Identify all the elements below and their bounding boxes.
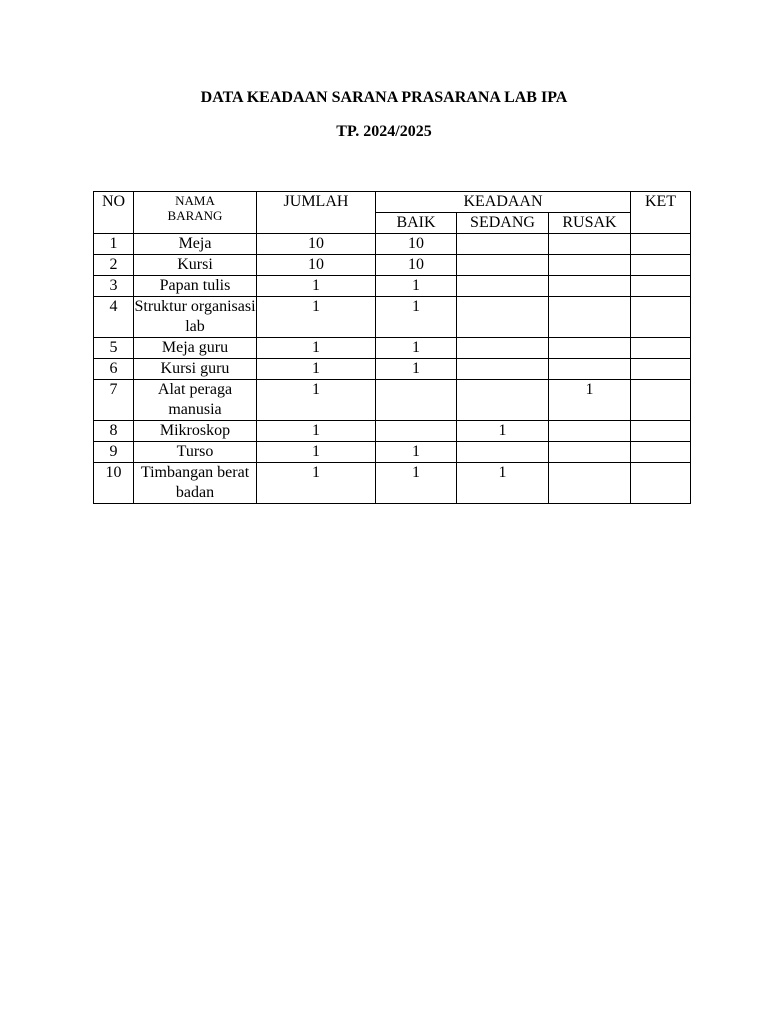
cell-sedang: 1 <box>457 463 549 504</box>
cell-sedang <box>457 234 549 255</box>
inventory-table <box>93 191 691 504</box>
table-row <box>94 234 691 255</box>
cell-rusak <box>549 442 631 463</box>
cell-ket <box>631 234 691 255</box>
cell-baik <box>376 380 457 421</box>
header-nama-line2: BARANG <box>167 208 223 223</box>
cell-jumlah: 1 <box>257 421 376 442</box>
cell-baik: 1 <box>376 297 457 338</box>
cell-baik: 1 <box>376 338 457 359</box>
cell-sedang <box>457 380 549 421</box>
cell-nama: Meja guru <box>134 338 257 359</box>
cell-no: 4 <box>94 297 134 338</box>
cell-rusak <box>549 297 631 338</box>
cell-rusak: 1 <box>549 380 631 421</box>
cell-no: 8 <box>94 421 134 442</box>
cell-baik <box>376 421 457 442</box>
cell-nama: Turso <box>134 442 257 463</box>
cell-sedang <box>457 297 549 338</box>
cell-nama: Timbangan berat badan <box>134 463 257 504</box>
cell-jumlah: 1 <box>257 380 376 421</box>
table-row <box>94 463 691 504</box>
cell-rusak <box>549 234 631 255</box>
cell-ket <box>631 338 691 359</box>
cell-no: 2 <box>94 255 134 276</box>
header-row <box>94 192 691 213</box>
table-row <box>94 421 691 442</box>
cell-nama: Alat peraga manusia <box>134 380 257 421</box>
cell-no: 5 <box>94 338 134 359</box>
header-keadaan: KEADAAN <box>376 192 631 213</box>
header-rusak: RUSAK <box>549 213 631 234</box>
cell-sedang <box>457 276 549 297</box>
cell-baik: 10 <box>376 255 457 276</box>
cell-baik: 1 <box>376 359 457 380</box>
header-nama-barang <box>134 192 257 234</box>
cell-ket <box>631 442 691 463</box>
cell-ket <box>631 421 691 442</box>
table-body <box>94 234 691 504</box>
cell-sedang <box>457 359 549 380</box>
table-row <box>94 276 691 297</box>
cell-baik: 1 <box>376 463 457 504</box>
cell-nama: Mikroskop <box>134 421 257 442</box>
cell-sedang <box>457 442 549 463</box>
cell-jumlah: 1 <box>257 442 376 463</box>
header-sedang: SEDANG <box>457 213 549 234</box>
cell-no: 7 <box>94 380 134 421</box>
cell-no: 9 <box>94 442 134 463</box>
document-subtitle: TP. 2024/2025 <box>336 123 432 140</box>
cell-jumlah: 1 <box>257 297 376 338</box>
header-baik: BAIK <box>376 213 457 234</box>
cell-baik: 1 <box>376 276 457 297</box>
cell-ket <box>631 255 691 276</box>
cell-nama: Papan tulis <box>134 276 257 297</box>
cell-rusak <box>549 421 631 442</box>
header-ket: KET <box>631 192 691 234</box>
cell-ket <box>631 359 691 380</box>
cell-rusak <box>549 276 631 297</box>
cell-sedang: 1 <box>457 421 549 442</box>
table-row <box>94 442 691 463</box>
cell-jumlah: 10 <box>257 234 376 255</box>
cell-no: 3 <box>94 276 134 297</box>
cell-baik: 10 <box>376 234 457 255</box>
table-row <box>94 338 691 359</box>
cell-nama: Struktur organisasi lab <box>134 297 257 338</box>
cell-jumlah: 10 <box>257 255 376 276</box>
cell-ket <box>631 463 691 504</box>
cell-nama: Kursi guru <box>134 359 257 380</box>
cell-no: 10 <box>94 463 134 504</box>
cell-rusak <box>549 338 631 359</box>
cell-sedang <box>457 255 549 276</box>
table-row <box>94 297 691 338</box>
cell-rusak <box>549 255 631 276</box>
cell-no: 1 <box>94 234 134 255</box>
document-title: DATA KEADAAN SARANA PRASARANA LAB IPA <box>200 89 568 106</box>
cell-jumlah: 1 <box>257 359 376 380</box>
table-row <box>94 255 691 276</box>
cell-ket <box>631 380 691 421</box>
header-no: NO <box>94 192 134 234</box>
cell-nama: Kursi <box>134 255 257 276</box>
cell-sedang <box>457 338 549 359</box>
cell-nama: Meja <box>134 234 257 255</box>
cell-rusak <box>549 463 631 504</box>
cell-jumlah: 1 <box>257 276 376 297</box>
cell-ket <box>631 297 691 338</box>
cell-rusak <box>549 359 631 380</box>
cell-baik: 1 <box>376 442 457 463</box>
cell-jumlah: 1 <box>257 463 376 504</box>
cell-no: 6 <box>94 359 134 380</box>
cell-ket <box>631 276 691 297</box>
table-row <box>94 380 691 421</box>
table-row <box>94 359 691 380</box>
cell-jumlah: 1 <box>257 338 376 359</box>
header-nama-line1: NAMA <box>175 193 215 208</box>
header-jumlah: JUMLAH <box>257 192 376 234</box>
